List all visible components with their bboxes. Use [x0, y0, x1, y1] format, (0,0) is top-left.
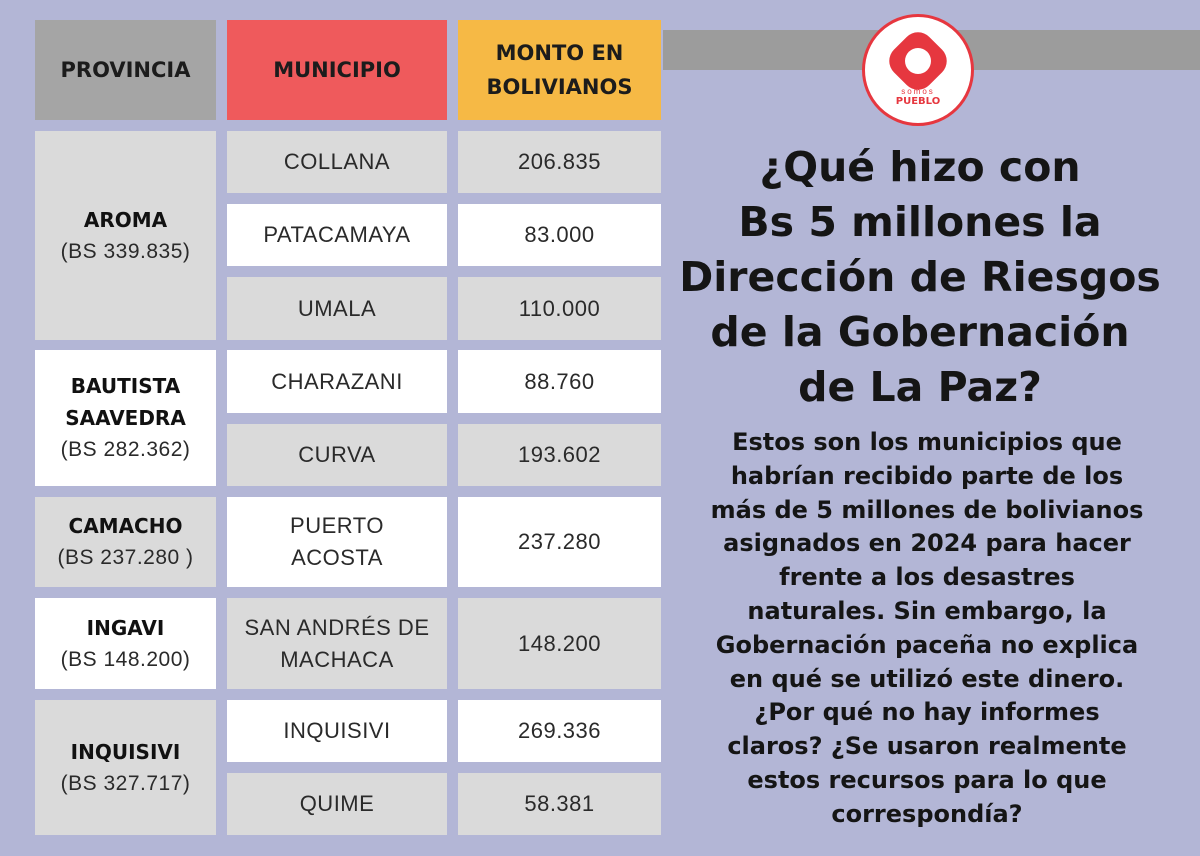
municipio-name: PATACAMAYA	[263, 222, 411, 247]
headline-line: ¿Qué hizo con	[759, 143, 1081, 191]
header-municipio-label: MUNICIPIO	[273, 58, 401, 82]
municipio-cell	[227, 497, 447, 587]
headline-line: Bs 5 millones la	[738, 198, 1102, 246]
province-name: BAUTISTA	[70, 374, 181, 398]
logo-brand-text: PUEBLO	[895, 96, 941, 107]
municipio-name-line-2: MACHACA	[280, 646, 394, 672]
monto-cell	[458, 277, 661, 340]
municipio-name: QUIME	[299, 791, 375, 816]
body-line: frente a los desastres	[779, 563, 1075, 592]
province-aroma	[35, 131, 216, 340]
header-monto-line-2: BOLIVIANOS	[486, 75, 633, 99]
province-total: (BS 339.835)	[60, 239, 191, 263]
body-text	[670, 426, 1184, 832]
monto-cell	[458, 350, 661, 413]
municipio-cell	[227, 424, 447, 486]
municipio-name: COLLANA	[283, 149, 391, 174]
logo-top-text: somos	[901, 87, 935, 96]
body-line: Estos son los municipios que	[732, 428, 1122, 456]
monto-value: 110.000	[518, 295, 601, 321]
headline-line: de La Paz?	[798, 363, 1042, 411]
municipio-cell	[227, 773, 447, 835]
body-line: en qué se utilizó este dinero.	[729, 664, 1125, 693]
monto-cell	[458, 131, 661, 193]
province-name: INQUISIVI	[70, 739, 181, 764]
municipio-cell	[227, 131, 447, 193]
body-line: estos recursos para lo que	[747, 765, 1107, 794]
body-line: correspondía?	[831, 799, 1023, 828]
province-total: (BS 327.717)	[60, 771, 191, 795]
headline	[666, 140, 1174, 415]
province-ingavi	[35, 598, 216, 689]
headline-line: Dirección de Riesgos	[679, 253, 1161, 301]
header-monto-line-1: MONTO EN	[495, 41, 624, 65]
body-line: Gobernación paceña no explica	[715, 630, 1139, 659]
monto-value: 237.280	[517, 529, 602, 554]
somos-pueblo-logo	[862, 14, 974, 126]
municipio-name: PUERTO	[290, 513, 384, 538]
municipio-name: INQUISIVI	[283, 718, 391, 743]
municipio-name: UMALA	[297, 295, 377, 321]
body-line: asignados en 2024 para hacer	[723, 529, 1131, 558]
monto-cell	[458, 598, 661, 689]
monto-cell	[458, 773, 661, 835]
province-name-line-2: SAAVEDRA	[65, 406, 186, 430]
header-provincia	[35, 20, 216, 120]
municipio-cell	[227, 598, 447, 689]
monto-value: 193.602	[517, 442, 602, 467]
monto-cell	[458, 424, 661, 486]
municipio-name: SAN ANDRÉS DE	[244, 614, 430, 640]
municipio-cell	[227, 350, 447, 413]
header-provincia-label: PROVINCIA	[60, 58, 191, 82]
monto-value: 269.336	[517, 718, 602, 743]
body-line: claros? ¿Se usaron realmente	[727, 732, 1127, 761]
body-line: naturales. Sin embargo, la	[747, 596, 1107, 625]
municipio-name: CHARAZANI	[271, 368, 403, 394]
monto-value: 83.000	[524, 222, 595, 247]
body-line: ¿Por qué no hay informes	[754, 698, 1100, 727]
province-name: INGAVI	[86, 615, 165, 640]
header-municipio	[227, 20, 447, 120]
monto-value: 148.200	[517, 630, 602, 656]
province-inquisivi	[35, 700, 216, 835]
body-line: más de 5 millones de bolivianos	[710, 495, 1144, 524]
municipio-name: CURVA	[298, 442, 376, 467]
municipio-cell	[227, 277, 447, 340]
province-camacho	[35, 497, 216, 587]
monto-value: 58.381	[524, 791, 595, 816]
province-name: AROMA	[83, 207, 168, 232]
municipio-cell	[227, 700, 447, 762]
monto-cell	[458, 497, 661, 587]
municipio-cell	[227, 204, 447, 266]
monto-value: 206.835	[517, 149, 602, 174]
municipio-name-line-2: ACOSTA	[291, 545, 383, 570]
province-total: (BS 237.280 )	[57, 546, 194, 569]
province-total: (BS 148.200)	[60, 647, 191, 671]
header-monto	[458, 20, 661, 120]
body-line: habrían recibido parte de los	[730, 461, 1124, 490]
headline-line: de la Gobernación	[710, 308, 1130, 356]
province-total: (BS 282.362)	[60, 438, 191, 461]
province-bautista-saavedra	[35, 350, 216, 486]
monto-cell	[458, 700, 661, 762]
monto-value: 88.760	[524, 368, 595, 394]
monto-cell	[458, 204, 661, 266]
province-name: CAMACHO	[68, 514, 183, 538]
